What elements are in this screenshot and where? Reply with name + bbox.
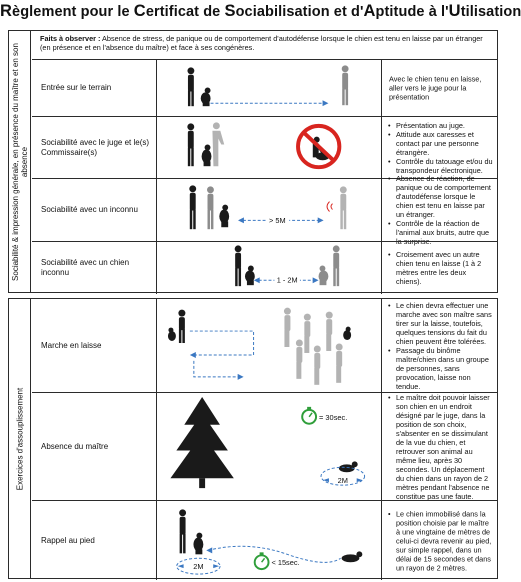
row-label: Entrée sur le terrain: [41, 83, 112, 92]
person-silhouette: [189, 185, 196, 229]
dog-silhouette: [201, 88, 211, 107]
row-description: • Présentation au juge. • Attitude aux caresses et contact par une personne étrangère. • Contrôle du tatouage et/ou du transpondeur électronique.: [388, 121, 493, 175]
row-label: Sociabilité avec un chien inconnu: [41, 258, 130, 277]
walk-path: [190, 331, 254, 355]
stopwatch-icon: [302, 407, 316, 424]
observe-row: [32, 31, 497, 59]
section-sociability: [8, 30, 498, 293]
section-obedience: [8, 298, 498, 579]
illustration: [158, 393, 382, 500]
side-label: Exercices d'assouplissement: [15, 387, 24, 490]
walk-path-return: [194, 361, 240, 377]
dog-lying-silhouette: [339, 461, 358, 472]
row-description: • Le chien immobilisé dans la position choisie par le maître à une vingtaine de mètres de celui-ci devra revenir au pied, sur simple rappel, dans un délai de 15 secondes et dans un rayon de 2 mètres.: [388, 509, 493, 572]
stranger-silhouette: [207, 186, 214, 229]
noise-person-silhouette: [340, 186, 347, 229]
row-label: Marche en laisse: [41, 340, 102, 350]
dog-silhouette: [219, 205, 229, 228]
stopwatch-icon: [255, 552, 269, 569]
table-row: [32, 241, 497, 294]
row-label: Sociabilité avec le juge et le(s) Commissaire(s): [41, 137, 150, 157]
timer-label: = 30sec.: [319, 412, 348, 422]
illustration: [158, 179, 382, 241]
judge-silhouette: [212, 122, 224, 166]
side-label: Sociabilité & impression générale, en présence du maître et en son absence: [10, 42, 29, 281]
side-label-cell: [9, 31, 31, 292]
person-silhouette: [178, 310, 185, 343]
row-description: • Croisement avec un autre chien tenu en laisse (1 à 2 mètres entre les deux chiens).: [388, 250, 493, 286]
arrow-head: [323, 100, 329, 106]
table-row: [32, 392, 497, 500]
illustration: [158, 299, 382, 392]
dog-sitting-silhouette: [193, 533, 203, 555]
table-row: [32, 174, 497, 246]
illustration: [158, 501, 382, 580]
row-description: • Absence de réaction, de panique ou de comportement d'autodéfense lorsque le chien est tenu en laisse par un étranger. • Contrôle de la réaction de l'animal aux bruits, autre que la surprise.: [388, 174, 493, 246]
judge-silhouette: [342, 65, 349, 105]
radius-label: 2M: [193, 562, 204, 572]
distance-label: 1 - 2M: [276, 275, 298, 285]
noise-icon: [327, 202, 332, 212]
dog-silhouette: [202, 145, 212, 167]
page-title: Règlement pour le Certificat de Sociabilisation et d'Aptitude à l'Utilisation: [0, 2, 521, 20]
no-touch-sign: [298, 126, 339, 167]
table-row: [32, 299, 497, 392]
timer-label: < 15sec.: [271, 558, 300, 568]
table-row: [32, 59, 497, 116]
dog-lying-silhouette: [342, 551, 363, 562]
row-label: Absence du maître: [41, 441, 109, 451]
row-label: Rappel au pied: [41, 535, 95, 545]
illustration: [158, 60, 382, 116]
tree-icon: [170, 397, 233, 488]
table-row: [32, 116, 497, 178]
dog-silhouette: [245, 266, 255, 286]
dog-silhouette: [168, 328, 176, 341]
radius-label: 2M: [337, 476, 348, 486]
row-description: • Le maître doit pouvoir laisser son chien en un endroit désigné par le juge, dans la position de son choix, s'absenter en se dissimulant de la vue du chien, et retrouver son animal au même lieu, après 30 secondes. Un déplacement du chien dans un rayon de 2 mètres pendant l'absence ne constitue pas une faute.: [388, 393, 493, 501]
table-row: [32, 500, 497, 580]
row-description: Avec le chien tenu en laisse, aller vers le juge pour la présentation: [389, 74, 482, 102]
person-silhouette: [179, 509, 186, 553]
person-silhouette: [187, 67, 194, 106]
row-description: • Le chien devra effectuer une marche avec son maître sans tirer sur la laisse, toutefois, quelques tensions du fait du chien peuvent être tolérées. • Passage du binôme maître/chien dans un groupe de personnes, sans provocation, laisse non tendue.: [388, 301, 493, 391]
illustration: [158, 242, 382, 294]
group-of-people: [284, 308, 343, 385]
observe-text: Faits à observer : Absence de stress, de panique ou de comportement d'autodéfense lorsque le chien est tenu en laisse par un étranger (en présence et en l'absence du maître) et face à ses congénères.: [40, 34, 483, 52]
person-silhouette: [187, 123, 194, 166]
other-owner-silhouette: [333, 245, 340, 286]
side-label-cell: [9, 299, 31, 578]
illustration: [158, 117, 382, 178]
other-dog-silhouette: [319, 266, 329, 286]
row-label: Sociabilité avec un inconnu: [41, 205, 138, 214]
distance-label: > 5M: [269, 215, 286, 225]
person-silhouette: [235, 245, 242, 286]
dog-in-group: [343, 327, 351, 340]
